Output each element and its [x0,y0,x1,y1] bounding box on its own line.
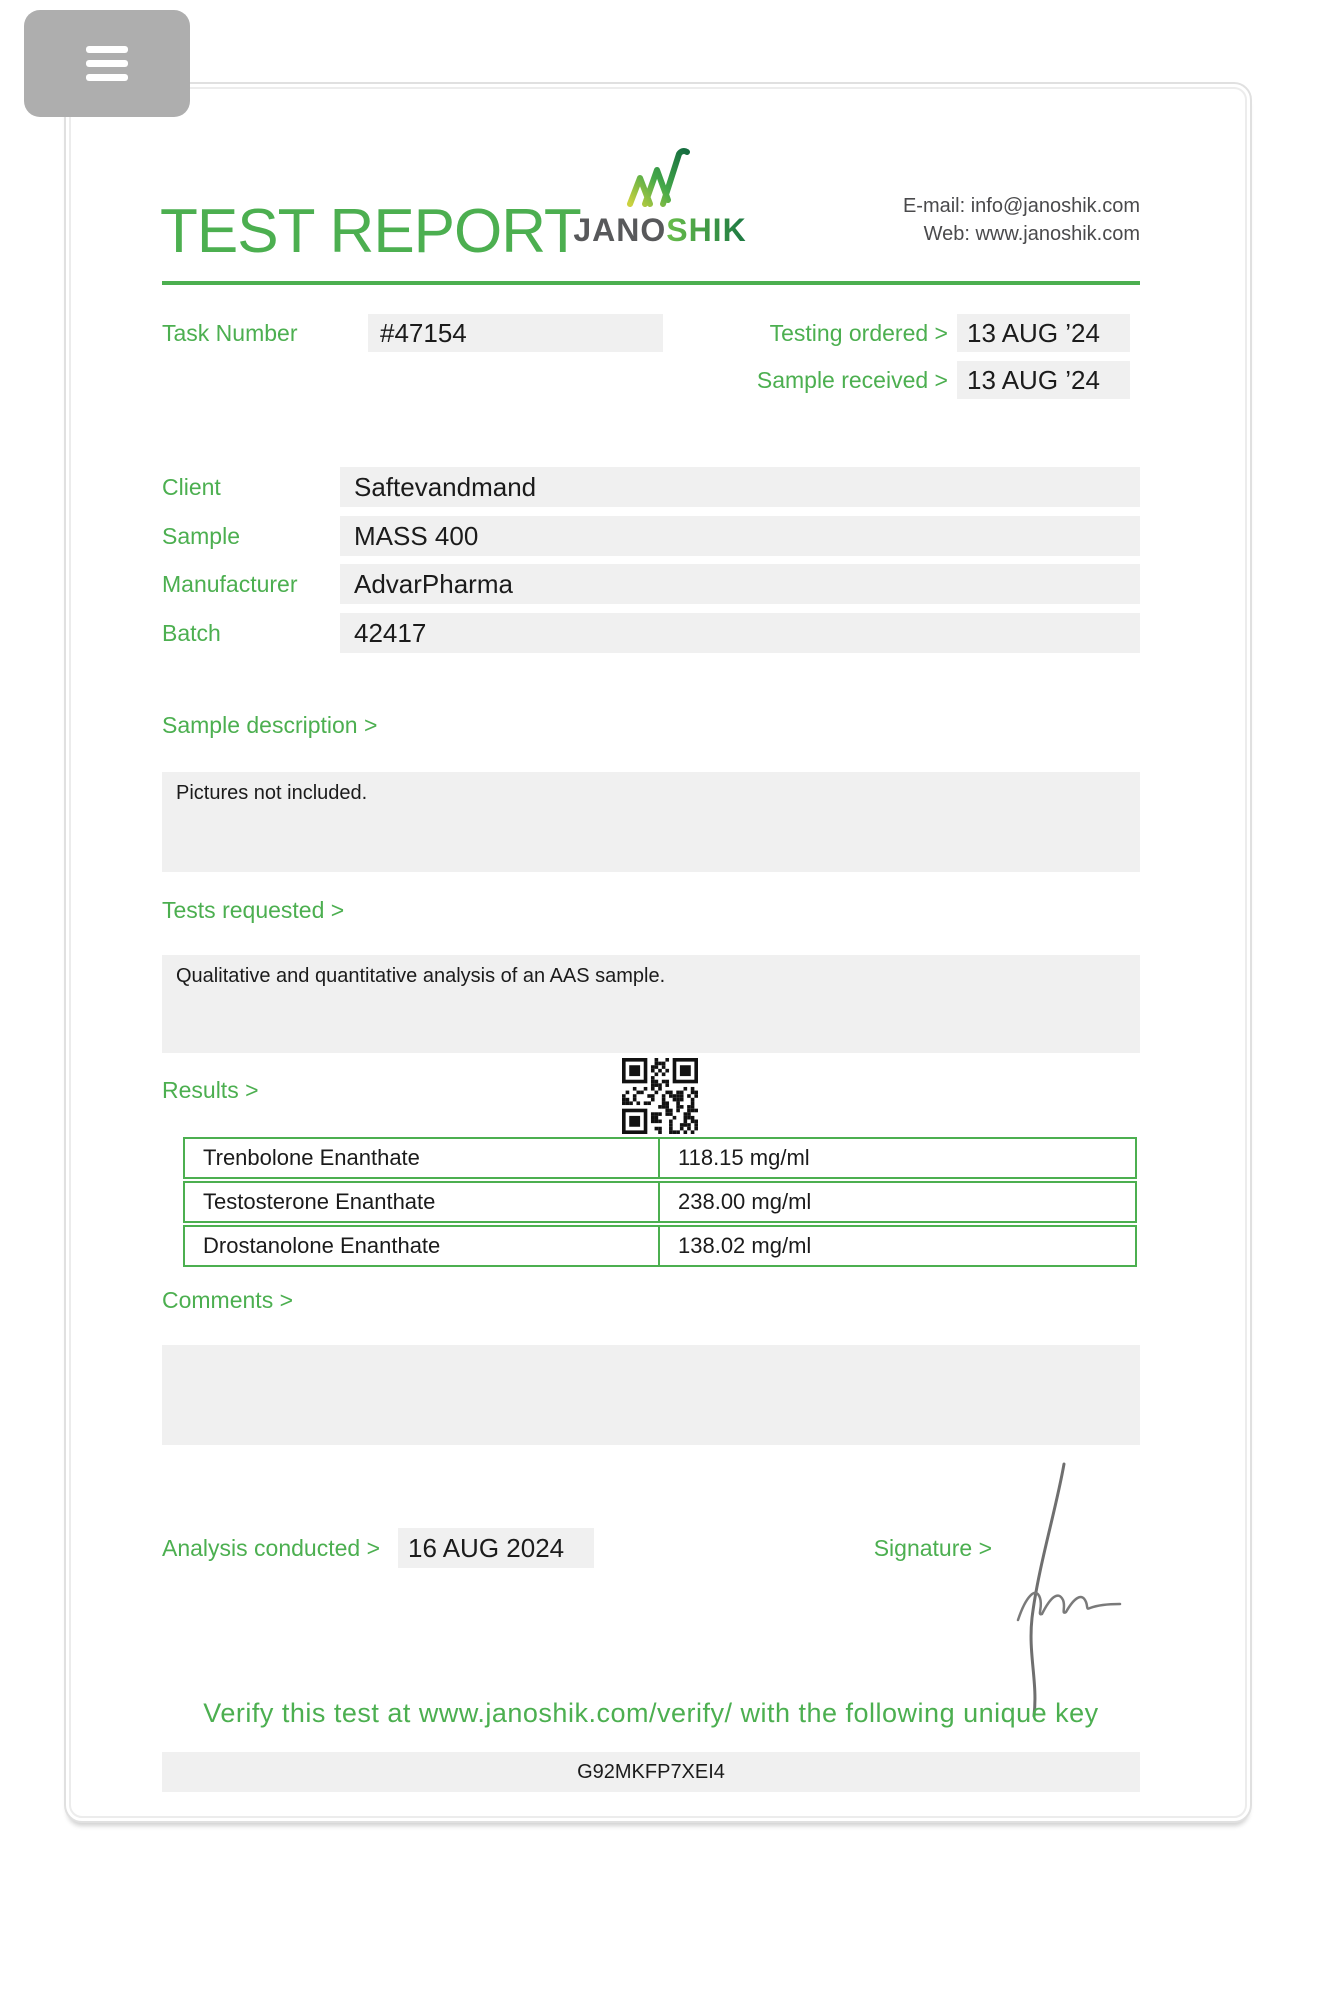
janoshik-logo [568,146,752,249]
hamburger-menu-button[interactable] [24,10,190,117]
results-label: Results > [162,1077,259,1103]
logo-jano: JANO [573,212,667,248]
qr-code [622,1058,698,1134]
sample-received-label: Sample received > [756,367,948,393]
signature-label: Signature > [873,1535,992,1561]
result-amount: 238.00 mg/ml [678,1189,812,1214]
logo-shik: SHIK [666,212,747,248]
contact-email: E-mail: info@janoshik.com [902,195,1140,217]
testing-ordered-label: Testing ordered > [769,320,948,346]
result-amount: 138.02 mg/ml [678,1233,812,1258]
result-row [183,1181,1137,1223]
page-title: TEST REPORT [160,197,581,266]
batch-value: 42417 [340,613,1140,653]
hamburger-icon [86,46,128,53]
logo-wordmark [568,212,752,249]
task-number-value: #47154 [368,314,663,352]
sample-description-box: Pictures not included. [162,772,1140,872]
result-row [183,1225,1137,1267]
results-table [183,1137,1137,1269]
verify-instruction: Verify this test at www.janoshik.com/verify/ with the following unique key [203,1698,1099,1728]
tests-requested-label: Tests requested > [162,897,345,923]
contact-web: Web: www.janoshik.com [923,223,1140,245]
result-row [183,1137,1137,1179]
batch-label: Batch [162,620,221,646]
client-label: Client [162,474,221,500]
result-substance: Drostanolone Enanthate [185,1227,660,1265]
verify-key: G92MKFP7XEI4 [162,1752,1140,1792]
testing-ordered-date: 13 AUG ’24 [957,314,1130,352]
result-substance: Testosterone Enanthate [185,1183,660,1221]
growth-chart-icon [625,146,695,210]
result-amount: 118.15 mg/ml [678,1145,810,1170]
header-divider [162,281,1140,285]
comments-label: Comments > [162,1287,294,1313]
sample-received-date: 13 AUG ’24 [957,361,1130,399]
task-number-label: Task Number [162,320,298,346]
analysis-conducted-label: Analysis conducted > [162,1535,380,1561]
contact-block [903,192,1140,248]
sample-description-label: Sample description > [162,712,378,738]
manufacturer-value: AdvarPharma [340,564,1140,604]
signature-image [1008,1458,1132,1724]
client-value: Saftevandmand [340,467,1140,507]
sample-value: MASS 400 [340,516,1140,556]
result-substance: Trenbolone Enanthate [185,1139,660,1177]
analysis-conducted-date: 16 AUG 2024 [398,1528,594,1568]
tests-requested-box: Qualitative and quantitative analysis of an AAS sample. [162,955,1140,1053]
comments-box [162,1345,1140,1445]
sample-label: Sample [162,523,240,549]
manufacturer-label: Manufacturer [162,571,298,597]
